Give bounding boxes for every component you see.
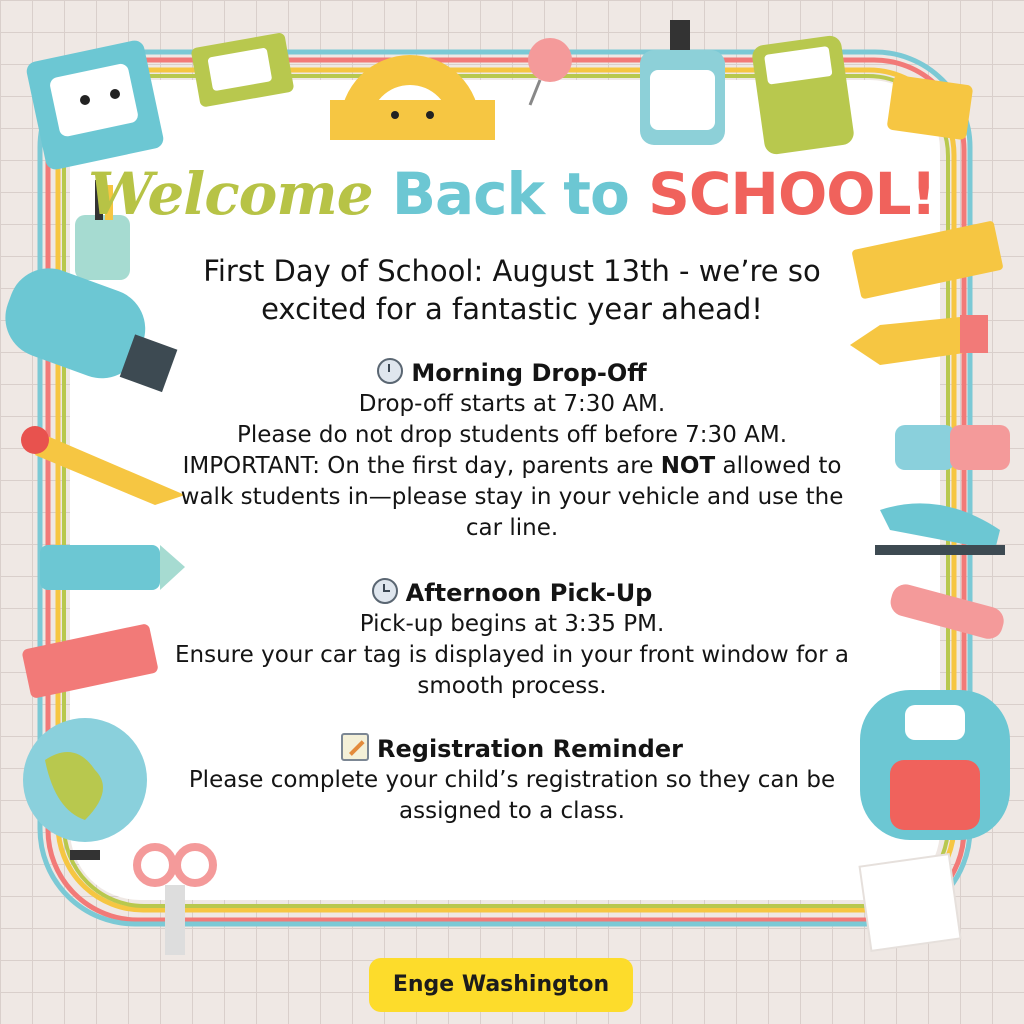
protractor-icon (320, 5, 500, 145)
clock-icon (372, 578, 398, 604)
important-pre: IMPORTANT: On the first day, parents are (182, 453, 661, 479)
book-glasses-icon (25, 30, 175, 170)
author-badge: Enge Washington (369, 958, 633, 1012)
calculator-icon (748, 35, 858, 155)
pencil-icon (850, 305, 990, 375)
binder-clip-icon (880, 40, 980, 150)
title-back-to: Back to (391, 160, 629, 228)
sticky-note-icon (855, 850, 965, 955)
scissors-icon (130, 840, 220, 960)
section-line: Drop-off starts at 7:30 AM. (358, 391, 666, 417)
important-bold: NOT (660, 453, 716, 479)
important-post: allowed to walk students in—please stay in your vehicle and use the car line. (180, 453, 844, 541)
marker-icon (40, 535, 185, 600)
section-line: Ensure your car tag is displayed in your front window for a smooth process. (175, 642, 849, 699)
ruler-icon (850, 215, 1005, 305)
heading-text: Registration Reminder (377, 735, 683, 763)
pen-icon (885, 580, 1020, 645)
section-line: Please do not drop students off before 7:30 AM. (236, 422, 788, 448)
clock-icon (377, 358, 403, 384)
section-heading (170, 358, 854, 389)
title-welcome: Welcome (87, 160, 373, 228)
section-registration-reminder (170, 733, 854, 827)
section-heading (170, 733, 854, 765)
section-line: Pick-up begins at 3:35 PM. (359, 611, 665, 637)
page-title (0, 160, 1024, 228)
title-school: SCHOOL! (648, 160, 936, 228)
eraser-icon (890, 420, 1015, 475)
memo-icon (341, 733, 369, 761)
pushpin-icon (520, 30, 580, 110)
section-afternoon-pick-up (170, 578, 854, 702)
crayon-icon (15, 615, 175, 705)
paintbrush-icon (5, 415, 195, 515)
backpack-icon (850, 660, 1020, 850)
intro-text: First Day of School: August 13th - we’re so excited for a fantastic year ahead! (203, 254, 821, 326)
sharpener-icon (190, 20, 300, 110)
section-heading (170, 578, 854, 609)
heading-text: Morning Drop-Off (411, 359, 647, 387)
glue-bottle-icon (625, 15, 740, 150)
important-note (170, 451, 854, 544)
heading-text: Afternoon Pick-Up (405, 579, 653, 607)
stapler-icon (870, 490, 1010, 570)
highlighter-icon (0, 265, 195, 395)
section-morning-drop-off (170, 358, 854, 544)
section-line: Please complete your child’s registration so they can be assigned to a class. (188, 767, 836, 824)
